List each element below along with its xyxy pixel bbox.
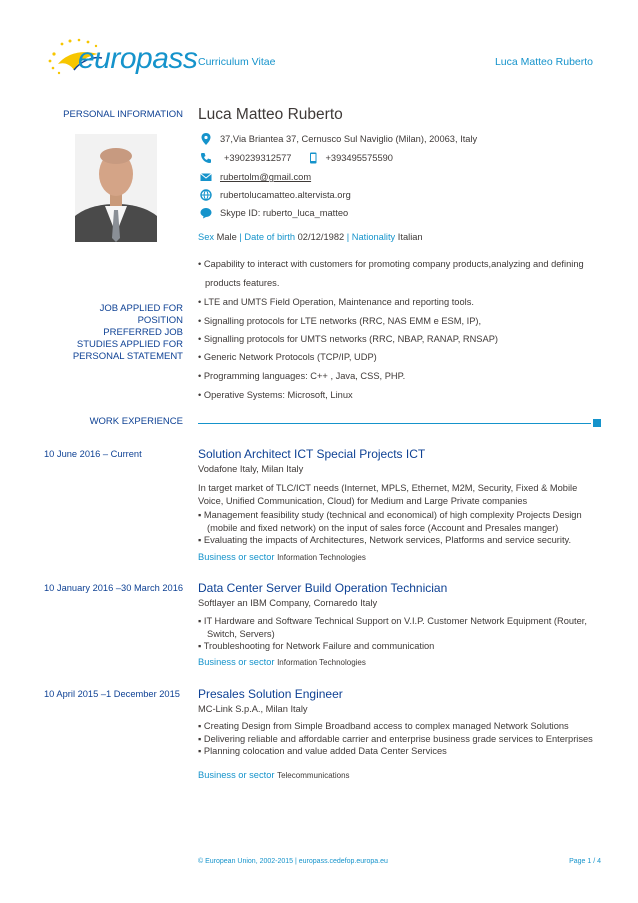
logo-text: europass [78, 42, 198, 75]
globe-icon [200, 189, 212, 201]
statement-label-line: STUDIES APPLIED FOR [76, 339, 183, 350]
sector-value: Telecommunications [277, 771, 350, 780]
statement-item: • Capability to interact with customers for promoting company products,analyzing and defining [198, 259, 584, 269]
header-title: Curriculum Vitae [198, 56, 276, 68]
job-sector [198, 552, 366, 562]
job-intro: In target market of TLC/ICT needs (Internet, MPLS, Ethernet, M2M, Security, Fixed & Mobile Voice, Unified Communication, Cloud) for Medium and Large Private companies [198, 483, 578, 506]
job-dates: 10 June 2016 – Current [44, 449, 142, 459]
footer-copyright: © European Union, 2002-2015 | europass.cedefop.europa.eu [198, 858, 388, 865]
sector-label: Business or sector [198, 552, 275, 562]
address-text: 37,Via Briantea 37, Cernusco Sul Naviglio (Milan), 20063, Italy [220, 134, 478, 144]
personal-info-label: PERSONAL INFORMATION [63, 109, 183, 120]
nationality-value: Italian [397, 232, 423, 242]
statement-item: products features. [205, 278, 280, 288]
separator: | [239, 232, 242, 242]
job-dates: 10 April 2015 –1 December 2015 [44, 689, 180, 699]
separator: | [346, 232, 350, 242]
sector-value: Information Technologies [277, 658, 366, 667]
mobile-text: +393495575590 [325, 153, 393, 163]
page-number: Page 1 / 4 [569, 858, 601, 865]
job-bullets [198, 720, 608, 758]
email-row [200, 171, 311, 183]
mobile-phone-icon [307, 152, 319, 164]
statement-item: • Signalling protocols for UMTS networks (RRC, NBAP, RANAP, RNSAP) [198, 334, 498, 344]
address-row [200, 133, 477, 145]
statement-label [73, 303, 183, 363]
skype-text: Skype ID: ruberto_luca_matteo [220, 208, 349, 218]
person-portrait [75, 134, 157, 242]
statement-item: • LTE and UMTS Field Operation, Maintenance and reporting tools. [198, 297, 474, 307]
personal-details-line [198, 232, 423, 242]
header-name: Luca Matteo Ruberto [494, 56, 593, 68]
list-item: ▪ Management feasibility study (technical and economical) of high complexity Projects Design (mobile and fixed network) on the input of sales force (Account and Presales manger) [198, 510, 582, 533]
website-row [200, 189, 351, 201]
section-divider [198, 423, 591, 424]
envelope-icon [200, 171, 212, 183]
section-divider-marker [593, 419, 601, 427]
statement-label-line: PERSONAL STATEMENT [72, 351, 183, 362]
chat-bubble-icon [200, 207, 212, 219]
sex-label: Sex [198, 232, 215, 242]
job-title: Presales Solution Engineer [198, 687, 343, 701]
phone-icon [200, 152, 212, 164]
nationality-label: Nationality [351, 232, 396, 242]
sex-value: Male [216, 232, 237, 242]
phone-row [200, 152, 393, 164]
work-experience-label: WORK EXPERIENCE [89, 416, 183, 427]
dob-value: 02/12/1982 [297, 232, 345, 242]
job-dates: 10 January 2016 –30 March 2016 [44, 583, 184, 593]
statement-item: • Operative Systems: Microsoft, Linux [198, 390, 353, 400]
europass-logo [44, 34, 198, 78]
job-title: Data Center Server Build Operation Technician [198, 581, 448, 595]
sector-value: Information Technologies [277, 553, 366, 562]
list-item: ▪ IT Hardware and Software Technical Support on V.I.P. Customer Network Equipment (Router, Switch, Servers) [198, 616, 587, 639]
job-employer: MC-Link S.p.A., Milan Italy [198, 704, 308, 714]
statement-item: • Signalling protocols for LTE networks (RRC, NAS EMM e ESM, IP), [198, 316, 482, 326]
job-bullets [198, 615, 608, 653]
sector-label: Business or sector [198, 770, 275, 780]
sector-label: Business or sector [198, 657, 275, 667]
list-item: ▪ Creating Design from Simple Broadband access to complex managed Network Solutions [198, 721, 569, 731]
job-title: Solution Architect ICT Special Projects ICT [198, 447, 426, 461]
job-sector [198, 657, 366, 667]
list-item: ▪ Evaluating the impacts of Architectures, Network services, Platforms and service security. [198, 535, 572, 545]
job-employer: Softlayer an IBM Company, Cornaredo Italy [198, 598, 378, 608]
location-pin-icon [200, 133, 212, 145]
list-item: ▪ Delivering reliable and affordable carrier and enterprise business grade services to Enterprises [198, 733, 593, 744]
statement-label-line: PREFERRED JOB [103, 327, 183, 338]
statement-label-line: JOB APPLIED FOR [99, 303, 183, 314]
statement-item: • Generic Network Protocols (TCP/IP, UDP) [198, 352, 377, 362]
email-link[interactable]: rubertolm@gmail.com [220, 172, 312, 182]
list-item: ▪ Troubleshooting for Network Failure and communication [198, 641, 435, 651]
job-employer: Vodafone Italy, Milan Italy [198, 464, 304, 474]
job-bullets [198, 509, 608, 547]
list-item: ▪ Planning colocation and value added Data Center Services [198, 746, 447, 756]
job-sector [198, 770, 350, 780]
profile-photo [75, 134, 157, 242]
phone-text: +390239312577 [224, 153, 292, 163]
full-name: Luca Matteo Ruberto [198, 106, 343, 123]
statement-label-line: POSITION [137, 315, 183, 326]
dob-label: Date of birth [244, 232, 296, 242]
website-text[interactable]: rubertolucamatteo.altervista.org [220, 190, 351, 200]
skype-row [200, 207, 348, 219]
statement-item: • Programming languages: C++ , Java, CSS, PHP. [198, 371, 406, 381]
